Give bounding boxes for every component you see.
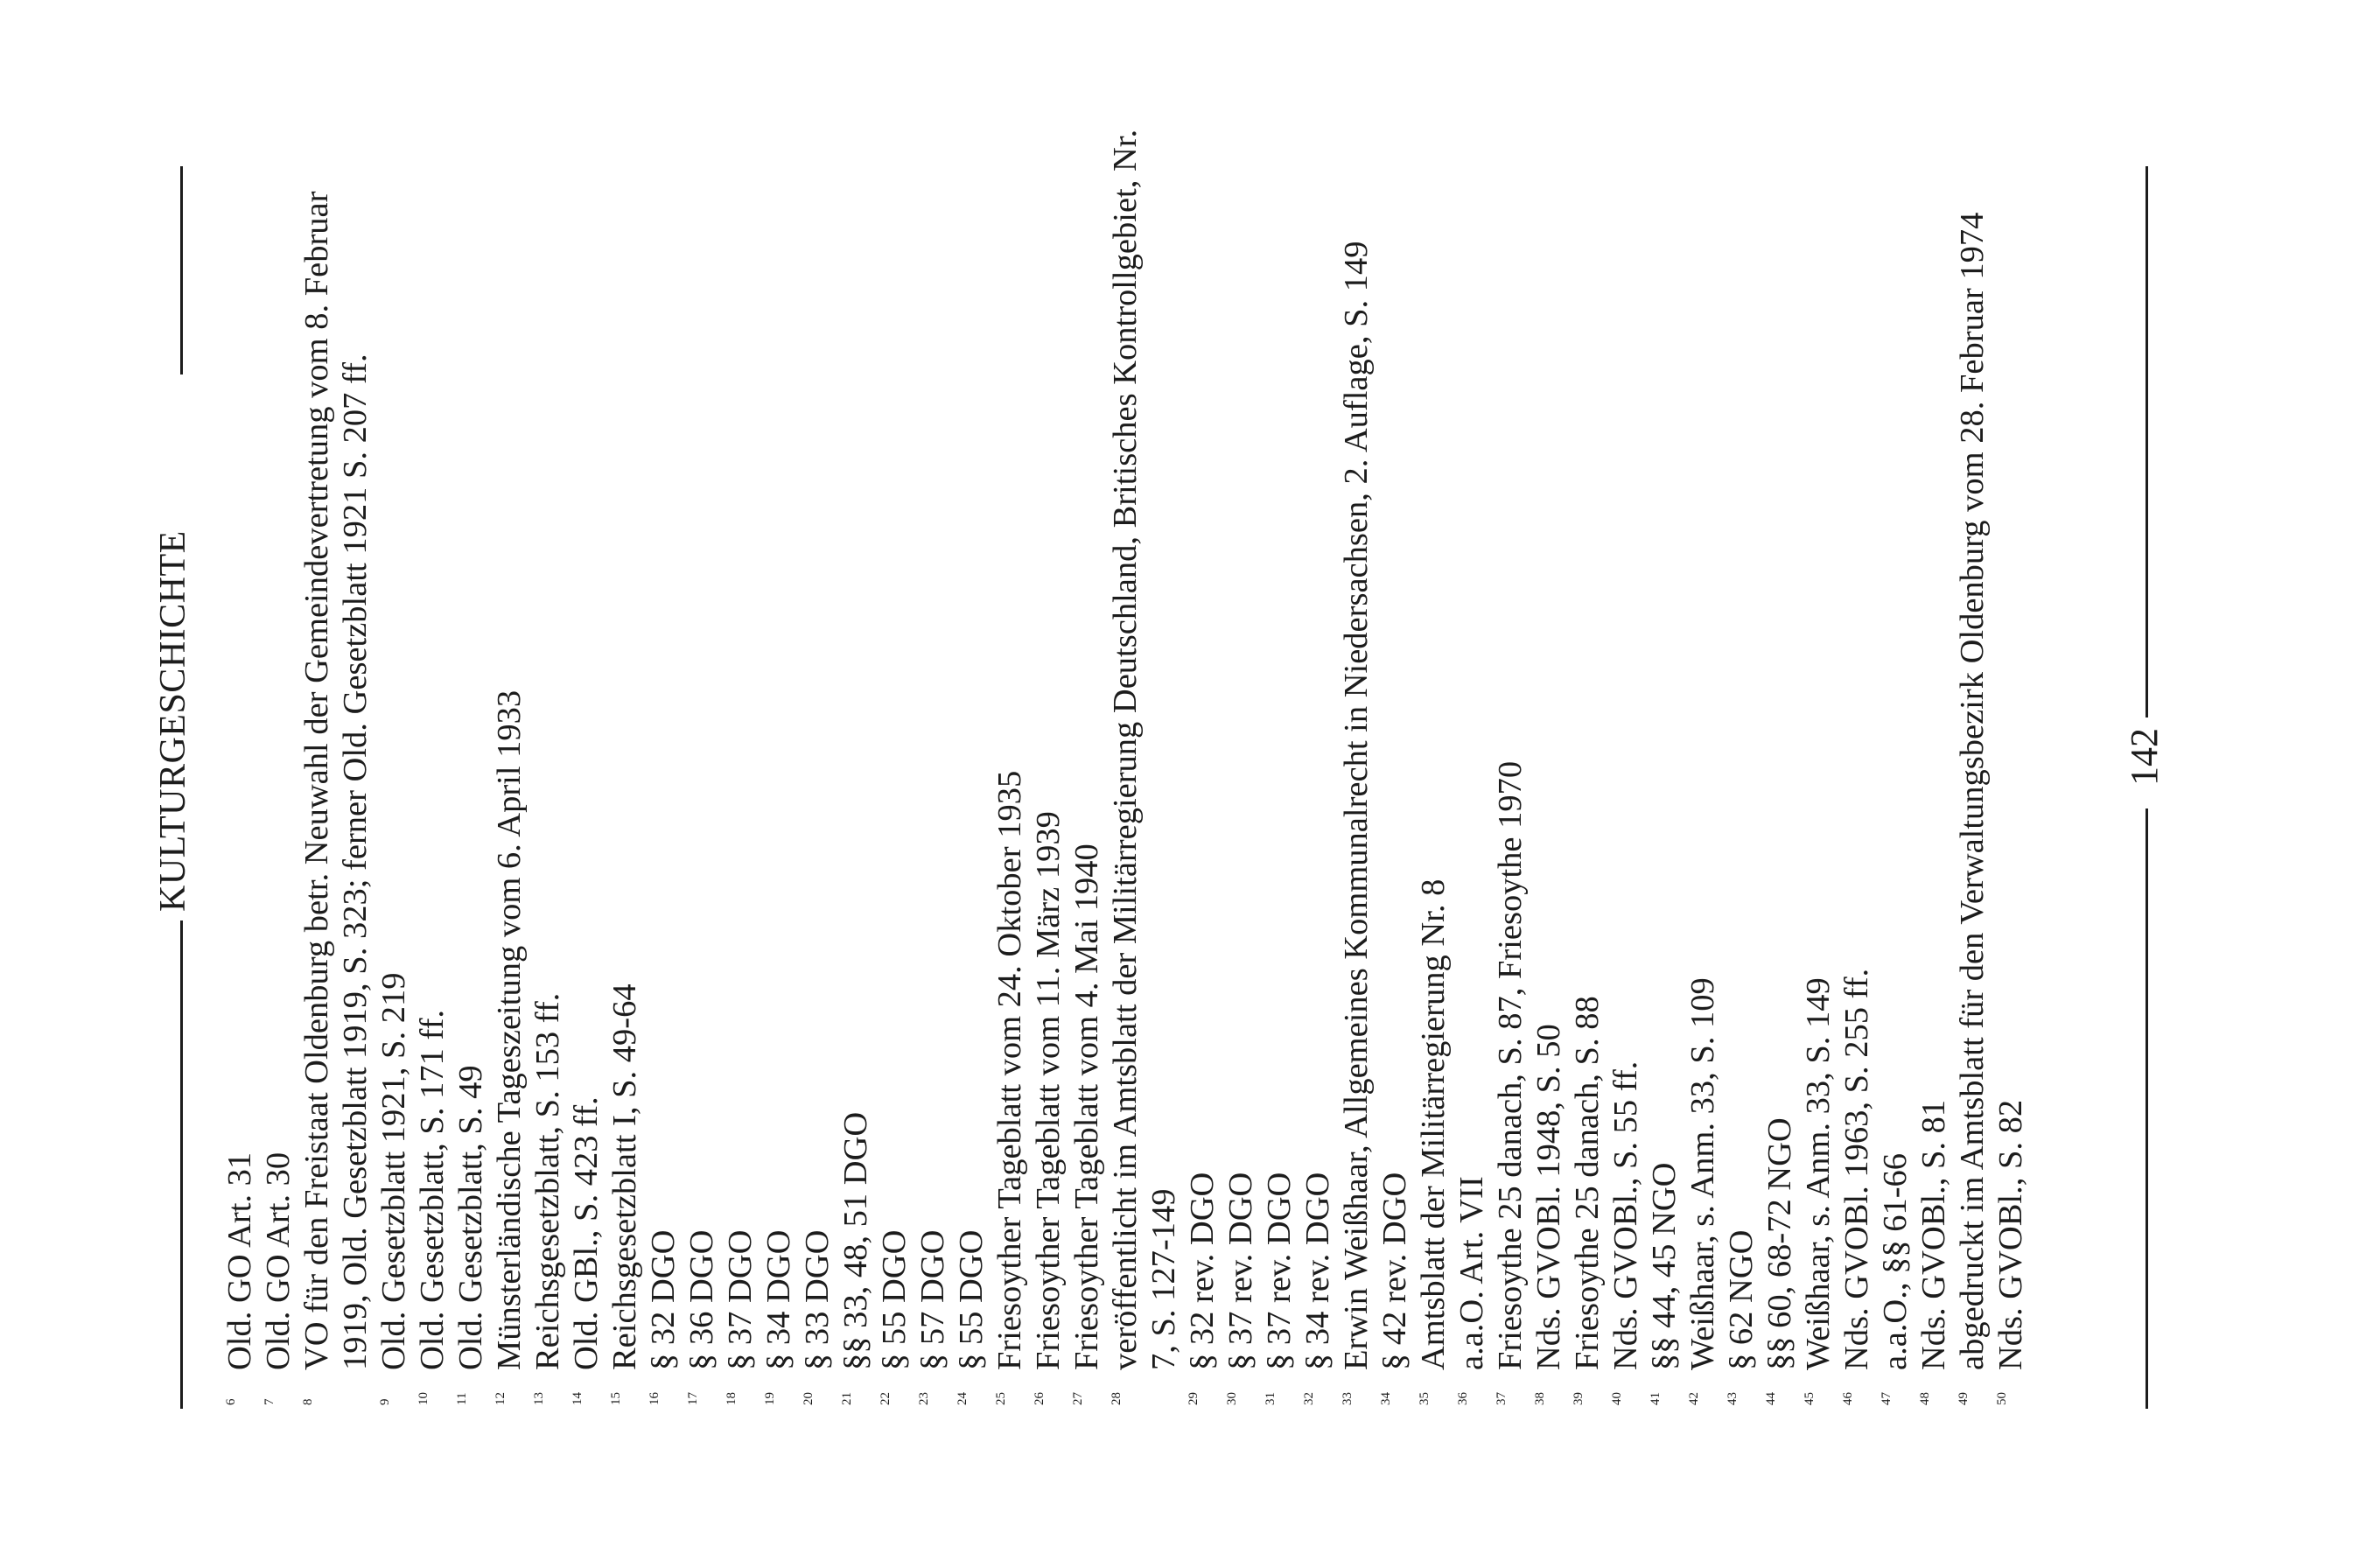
- endnote-text-line: Friesoyther Tageblatt vom 4. Mai 1940: [1068, 844, 1105, 1370]
- endnote-text-line: Amtsblatt der Militärregierung Nr. 8: [1415, 878, 1452, 1370]
- endnote-item: [1914, 166, 1953, 1409]
- endnote-item: [528, 166, 567, 1409]
- endnote-text-line: Münsterländische Tageszeitung vom 6. April 1933: [491, 690, 528, 1370]
- endnote-number: 12: [494, 1392, 508, 1405]
- endnote-number: 46: [1841, 1392, 1855, 1405]
- endnote-number: 36: [1456, 1392, 1470, 1405]
- endnote-item: [990, 166, 1029, 1409]
- endnote-item: [682, 166, 721, 1409]
- endnote-text-line: a.a.O. Art. VII: [1453, 1176, 1490, 1370]
- endnote-item: [798, 166, 836, 1409]
- endnote-text-line: Old. GO Art. 30: [260, 1152, 297, 1370]
- endnote-text-line: § 55 DGO: [876, 1229, 913, 1370]
- header-title: KULTURGESCHICHTE: [153, 530, 193, 912]
- endnote-text-line: § 62 NGO: [1723, 1229, 1760, 1370]
- endnote-number: 32: [1302, 1392, 1316, 1405]
- endnote-number: 41: [1648, 1392, 1662, 1405]
- endnote-text-line: 7, S. 127-149: [1145, 1188, 1182, 1370]
- endnote-number: 25: [994, 1392, 1008, 1405]
- endnote-number: 24: [956, 1392, 970, 1405]
- endnote-item: [1722, 166, 1760, 1409]
- endnote-item: [1760, 166, 1799, 1409]
- endnote-number: 13: [532, 1392, 546, 1405]
- endnote-number: 11: [455, 1392, 469, 1405]
- endnote-item: [490, 166, 528, 1409]
- endnote-number: 38: [1533, 1392, 1547, 1405]
- endnote-text-line: Old. Gesetzblatt 1921, S. 219: [375, 972, 412, 1370]
- endnote-item: [1376, 166, 1414, 1409]
- endnote-text-line: § 33 DGO: [799, 1229, 836, 1370]
- endnote-number: 40: [1610, 1392, 1624, 1405]
- endnote-text-line: § 32 DGO: [645, 1229, 682, 1370]
- endnote-number: 47: [1880, 1392, 1894, 1405]
- endnote-text-line: § 36 DGO: [683, 1229, 720, 1370]
- endnote-item: [875, 166, 914, 1409]
- endnote-text-line: § 34 rev. DGO: [1299, 1172, 1336, 1370]
- header-rule-right: [180, 166, 183, 374]
- page-footer: [2114, 166, 2175, 1409]
- endnote-number: 18: [724, 1392, 738, 1405]
- endnote-text-line: §§ 33, 48, 51 DGO: [837, 1111, 874, 1370]
- endnote-number: 37: [1494, 1392, 1508, 1405]
- endnote-item: [1876, 166, 1914, 1409]
- endnote-number: 30: [1225, 1392, 1239, 1405]
- endnote-number: 21: [840, 1392, 854, 1405]
- endnote-text-line: Nds. GVOBl., S. 81: [1915, 1099, 1952, 1370]
- endnote-number: 48: [1918, 1392, 1932, 1405]
- endnote-text-line: Friesoythe 25 danach, S. 88: [1569, 996, 1606, 1370]
- endnote-item: [1068, 166, 1106, 1409]
- endnote-text-line: § 37 rev. DGO: [1261, 1172, 1298, 1370]
- endnote-number: 17: [686, 1392, 700, 1405]
- endnote-item: [1452, 166, 1491, 1409]
- endnote-number: 16: [648, 1392, 662, 1405]
- endnote-item: [952, 166, 990, 1409]
- endnote-number: 42: [1687, 1392, 1701, 1405]
- endnote-item: [836, 166, 875, 1409]
- page-number: 142: [2123, 728, 2166, 786]
- endnote-text-line: Old. Gesetzblatt, S. 49: [452, 1065, 489, 1370]
- endnote-number: 8: [301, 1398, 315, 1405]
- endnote-text-line: Weißhaar, s. Anm. 33, S. 149: [1800, 977, 1837, 1370]
- endnote-item: [1414, 166, 1452, 1409]
- endnote-number: 26: [1032, 1392, 1046, 1405]
- endnote-number: 15: [609, 1392, 623, 1405]
- endnote-item: [1799, 166, 1838, 1409]
- endnote-number: 50: [1995, 1392, 2009, 1405]
- endnote-item: [1992, 166, 2030, 1409]
- endnote-number: 20: [802, 1392, 816, 1405]
- endnote-item: [1568, 166, 1606, 1409]
- endnote-item: [1491, 166, 1530, 1409]
- endnote-number: 29: [1186, 1392, 1200, 1405]
- endnote-text-line: Erwin Weißhaar, Allgemeines Kommunalrecht in Niedersachsen, 2. Auflage, S. 149: [1338, 241, 1375, 1370]
- endnote-text-line: §§ 60, 68-72 NGO: [1761, 1117, 1798, 1370]
- endnote-number: 9: [378, 1398, 392, 1405]
- endnote-item: [298, 166, 374, 1409]
- endnote-text-line: Weißhaar, s. Anm. 33, S. 109: [1684, 977, 1721, 1370]
- endnote-text-line: Old. GO Art. 31: [221, 1152, 258, 1370]
- endnote-text-line: Friesoythe 25 danach, S. 87, Friesoythe 1970: [1492, 760, 1529, 1370]
- endnote-item: [567, 166, 606, 1409]
- endnote-text-line: a.a.O., §§ 61-66: [1877, 1152, 1914, 1370]
- endnote-text-line: § 32 rev. DGO: [1184, 1172, 1221, 1370]
- endnote-item: [452, 166, 490, 1409]
- endnote-number: 33: [1340, 1392, 1354, 1405]
- endnote-item: [721, 166, 760, 1409]
- endnote-text-line: Old. Gesetzblatt, S. 171 ff.: [414, 1009, 451, 1370]
- endnote-text-line: Nds. GVOBl. 1963, S. 255 ff.: [1838, 968, 1875, 1370]
- endnote-item: [1298, 166, 1337, 1409]
- endnote-item: [1029, 166, 1068, 1409]
- footer-rule-left: [2146, 808, 2148, 1409]
- running-header: [147, 166, 200, 1409]
- endnote-text-line: Old. GBl., S. 423 ff.: [568, 1096, 605, 1370]
- endnote-text-line: Nds. GVOBl. 1948, S. 50: [1530, 1024, 1567, 1370]
- endnote-item: [760, 166, 798, 1409]
- endnote-text-line: § 34 DGO: [760, 1229, 797, 1370]
- endnote-number: 14: [570, 1392, 584, 1405]
- endnote-item: [1337, 166, 1376, 1409]
- endnote-item: [413, 166, 452, 1409]
- endnote-text-line: Nds. GVOBl., S. 82: [1992, 1099, 2029, 1370]
- endnote-number: 44: [1764, 1392, 1778, 1405]
- endnote-text-line: veröffentlicht im Amtsblatt der Militärregierung Deutschland, Britisches Kontrollgebiet, Nr.: [1107, 129, 1144, 1370]
- endnote-number: 6: [224, 1398, 238, 1405]
- endnote-item: [1645, 166, 1684, 1409]
- endnote-item: [374, 166, 413, 1409]
- endnote-item: [220, 166, 259, 1409]
- endnote-text-line: § 37 DGO: [722, 1229, 759, 1370]
- endnote-item: [1606, 166, 1645, 1409]
- endnote-number: 19: [763, 1392, 777, 1405]
- endnote-item: [914, 166, 952, 1409]
- endnote-item: [606, 166, 644, 1409]
- endnote-number: 22: [878, 1392, 892, 1405]
- endnote-number: 39: [1572, 1392, 1586, 1405]
- endnote-number: 10: [416, 1392, 430, 1405]
- endnote-number: 31: [1264, 1392, 1278, 1405]
- endnote-text-line: abgedruckt im Amtsblatt für den Verwaltungsbezirk Oldenburg vom 28. Februar 1974: [1954, 212, 1991, 1370]
- endnote-number: 45: [1802, 1392, 1816, 1405]
- endnote-text-line: Friesoyther Tageblatt vom 24. Oktober 1935: [991, 770, 1028, 1370]
- endnote-number: 7: [262, 1398, 276, 1405]
- endnote-number: 27: [1071, 1392, 1085, 1405]
- endnote-number: 34: [1379, 1392, 1393, 1405]
- header-rule-left: [180, 920, 183, 1409]
- endnote-number: 43: [1726, 1392, 1740, 1405]
- endnote-number: 35: [1418, 1392, 1432, 1405]
- endnote-text-line: §§ 44, 45 NGO: [1646, 1162, 1683, 1370]
- endnote-text-line: Reichsgesetzblatt, S. 153 ff.: [529, 992, 566, 1370]
- endnote-item: [1260, 166, 1298, 1409]
- endnote-item: [259, 166, 298, 1409]
- endnote-item: [1684, 166, 1722, 1409]
- endnote-text-line: VO für den Freistaat Oldenburg betr. Neuwahl der Gemeindevertretung vom 8. Februar: [298, 191, 335, 1370]
- endnote-item: [1530, 166, 1568, 1409]
- endnote-text-line: Reichsgesetzblatt I, S. 49-64: [606, 984, 643, 1370]
- endnote-item: [1838, 166, 1876, 1409]
- endnote-item: [1183, 166, 1222, 1409]
- endnote-text-line: § 37 rev. DGO: [1222, 1172, 1259, 1370]
- endnotes-list: [220, 129, 2030, 1409]
- endnote-number: 23: [917, 1392, 931, 1405]
- endnote-text-line: § 57 DGO: [914, 1229, 951, 1370]
- endnote-item: [1953, 166, 1992, 1409]
- endnote-item: [1222, 166, 1260, 1409]
- footer-rule-right: [2146, 166, 2148, 718]
- endnote-number: 28: [1110, 1392, 1124, 1405]
- endnote-text-line: Nds. GVOBl., S. 55 ff.: [1607, 1060, 1644, 1370]
- endnote-item: [1106, 129, 1183, 1409]
- endnote-text-line: Friesoyther Tageblatt vom 11. März 1939: [1030, 811, 1067, 1370]
- endnote-text-line: § 55 DGO: [953, 1229, 990, 1370]
- endnote-number: 49: [1956, 1392, 1970, 1405]
- endnote-text-line: 1919, Old. Gesetzblatt 1919, S. 323; ferner Old. Gesetzblatt 1921 S. 207 ff.: [337, 354, 374, 1370]
- endnote-text-line: § 42 rev. DGO: [1376, 1172, 1413, 1370]
- endnote-item: [644, 166, 682, 1409]
